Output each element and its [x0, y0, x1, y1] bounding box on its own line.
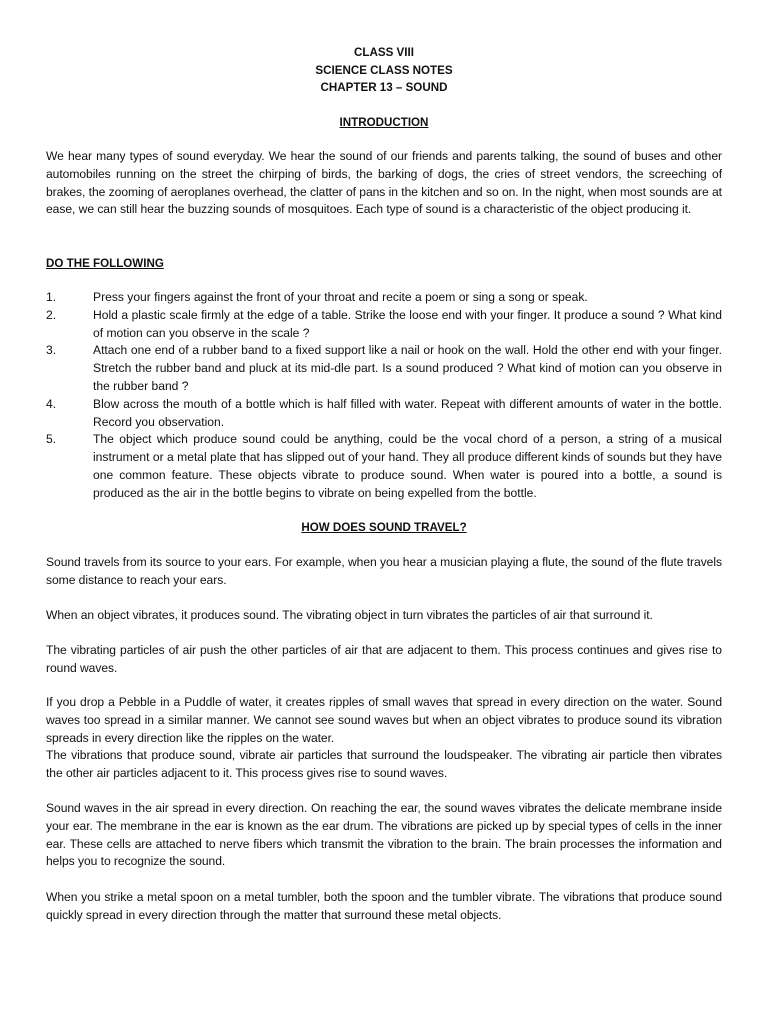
activity-item-text: Hold a plastic scale firmly at the edge of a table. Strike the loose end with your finger. It produce a sound ? What kind of motion can you observe in the scale ? — [93, 307, 722, 340]
activity-item-text: Attach one end of a rubber band to a fixed support like a nail or hook on the wall. Hold the other end with your finger. Stretch the rubber band and pluck at its mid-dle part. Is a sound produced ? What kind of motion can you observe in the rubber band ? — [93, 343, 722, 393]
activity-item-3 — [46, 342, 722, 395]
activity-item-text: Press your fingers against the front of your throat and recite a poem or sing a song or speak. — [93, 290, 588, 304]
activity-item-1 — [46, 289, 722, 307]
introduction-paragraph: We hear many types of sound everyday. We hear the sound of our friends and parents talking, the sound of buses and other automobiles running on the street the chirping of birds, the barking of dogs, the cries of street vendors, the screeching of brakes, the zooming of aeroplanes overhead, the clatter of pans in the kitchen and so on. In the night, when most sounds are at ease, we can still hear the buzzing sounds of mosquitoes. Each type of sound is a characteristic of the object producing it. — [46, 149, 722, 217]
sound-travel-paragraph-3: The vibrating particles of air push the other particles of air that are adjacent to them. This process continues and gives rise to round waves. — [46, 643, 722, 675]
sound-travel-paragraph-1: Sound travels from its source to your ears. For example, when you hear a musician playing a flute, the sound of the flute travels some distance to reach your ears. — [46, 555, 722, 587]
activity-item-number: 4. — [46, 396, 57, 411]
activity-item-number: 3. — [46, 343, 57, 358]
chapter-title: CHAPTER 13 – SOUND — [320, 81, 448, 95]
sound-travel-paragraph-5: The vibrations that produce sound, vibrate air particles that surround the loudspeaker. The vibrating air particle then vibrates the other air particles adjacent to it. This process gives rise to sound waves. — [46, 748, 722, 780]
class-title: CLASS VIII — [354, 46, 414, 59]
activity-item-5 — [46, 431, 722, 502]
introduction-heading: INTRODUCTION — [339, 116, 429, 129]
sound-travel-paragraph-7: When you strike a metal spoon on a metal tumbler, both the spoon and the tumbler vibrate. The vibrations that produce sound quickly spread in every direction through the matter that surround these metal objects. — [46, 890, 722, 922]
activity-item-number: 1. — [46, 290, 57, 304]
sound-travel-paragraph-2: When an object vibrates, it produces sound. The vibrating object in turn vibrates the particles of air that surround it. — [46, 608, 653, 622]
sound-travel-paragraph-4: If you drop a Pebble in a Puddle of water, it creates ripples of small waves that spread in every direction on the water. Sound waves too spread in a similar manner. We cannot see sound waves but when an object vibrates to produce sound its vibration spreads in every direction like the ripples on the water. — [46, 695, 722, 745]
activity-item-number: 2. — [46, 307, 57, 322]
do-the-following-heading: DO THE FOLLOWING — [46, 257, 164, 270]
sound-travel-heading: HOW DOES SOUND TRAVEL? — [301, 521, 467, 534]
activity-item-2 — [46, 307, 722, 343]
activity-item-number: 5. — [46, 432, 57, 447]
document-title-block — [0, 44, 768, 97]
activity-list — [46, 289, 722, 503]
activity-item-text: The object which produce sound could be anything, could be the vocal chord of a person, a string of a musical instrument or a metal plate that has slipped out of your hand. They all produce different kinds of sounds but they have one common feature. These objects vibrate to produce sound. When water is poured into a bottle, a sound is produced as the air in the bottle begins to vibrate on being expelled from the bottle. — [93, 432, 722, 500]
activity-item-4 — [46, 396, 722, 432]
sound-travel-paragraph-6: Sound waves in the air spread in every direction. On reaching the ear, the sound waves vibrates the delicate membrane inside your ear. The membrane in the ear is known as the ear drum. The vibrations are picked up by special types of cells in the inner ear. These cells are attached to nerve fibers which transmit the vibration to the brain. The brain processes the information and helps you to recognize the sound. — [46, 801, 722, 869]
activity-item-text: Blow across the mouth of a bottle which is half filled with water. Repeat with different amounts of water in the bottle. Record you observation. — [93, 396, 722, 429]
notes-title: SCIENCE CLASS NOTES — [315, 63, 453, 77]
